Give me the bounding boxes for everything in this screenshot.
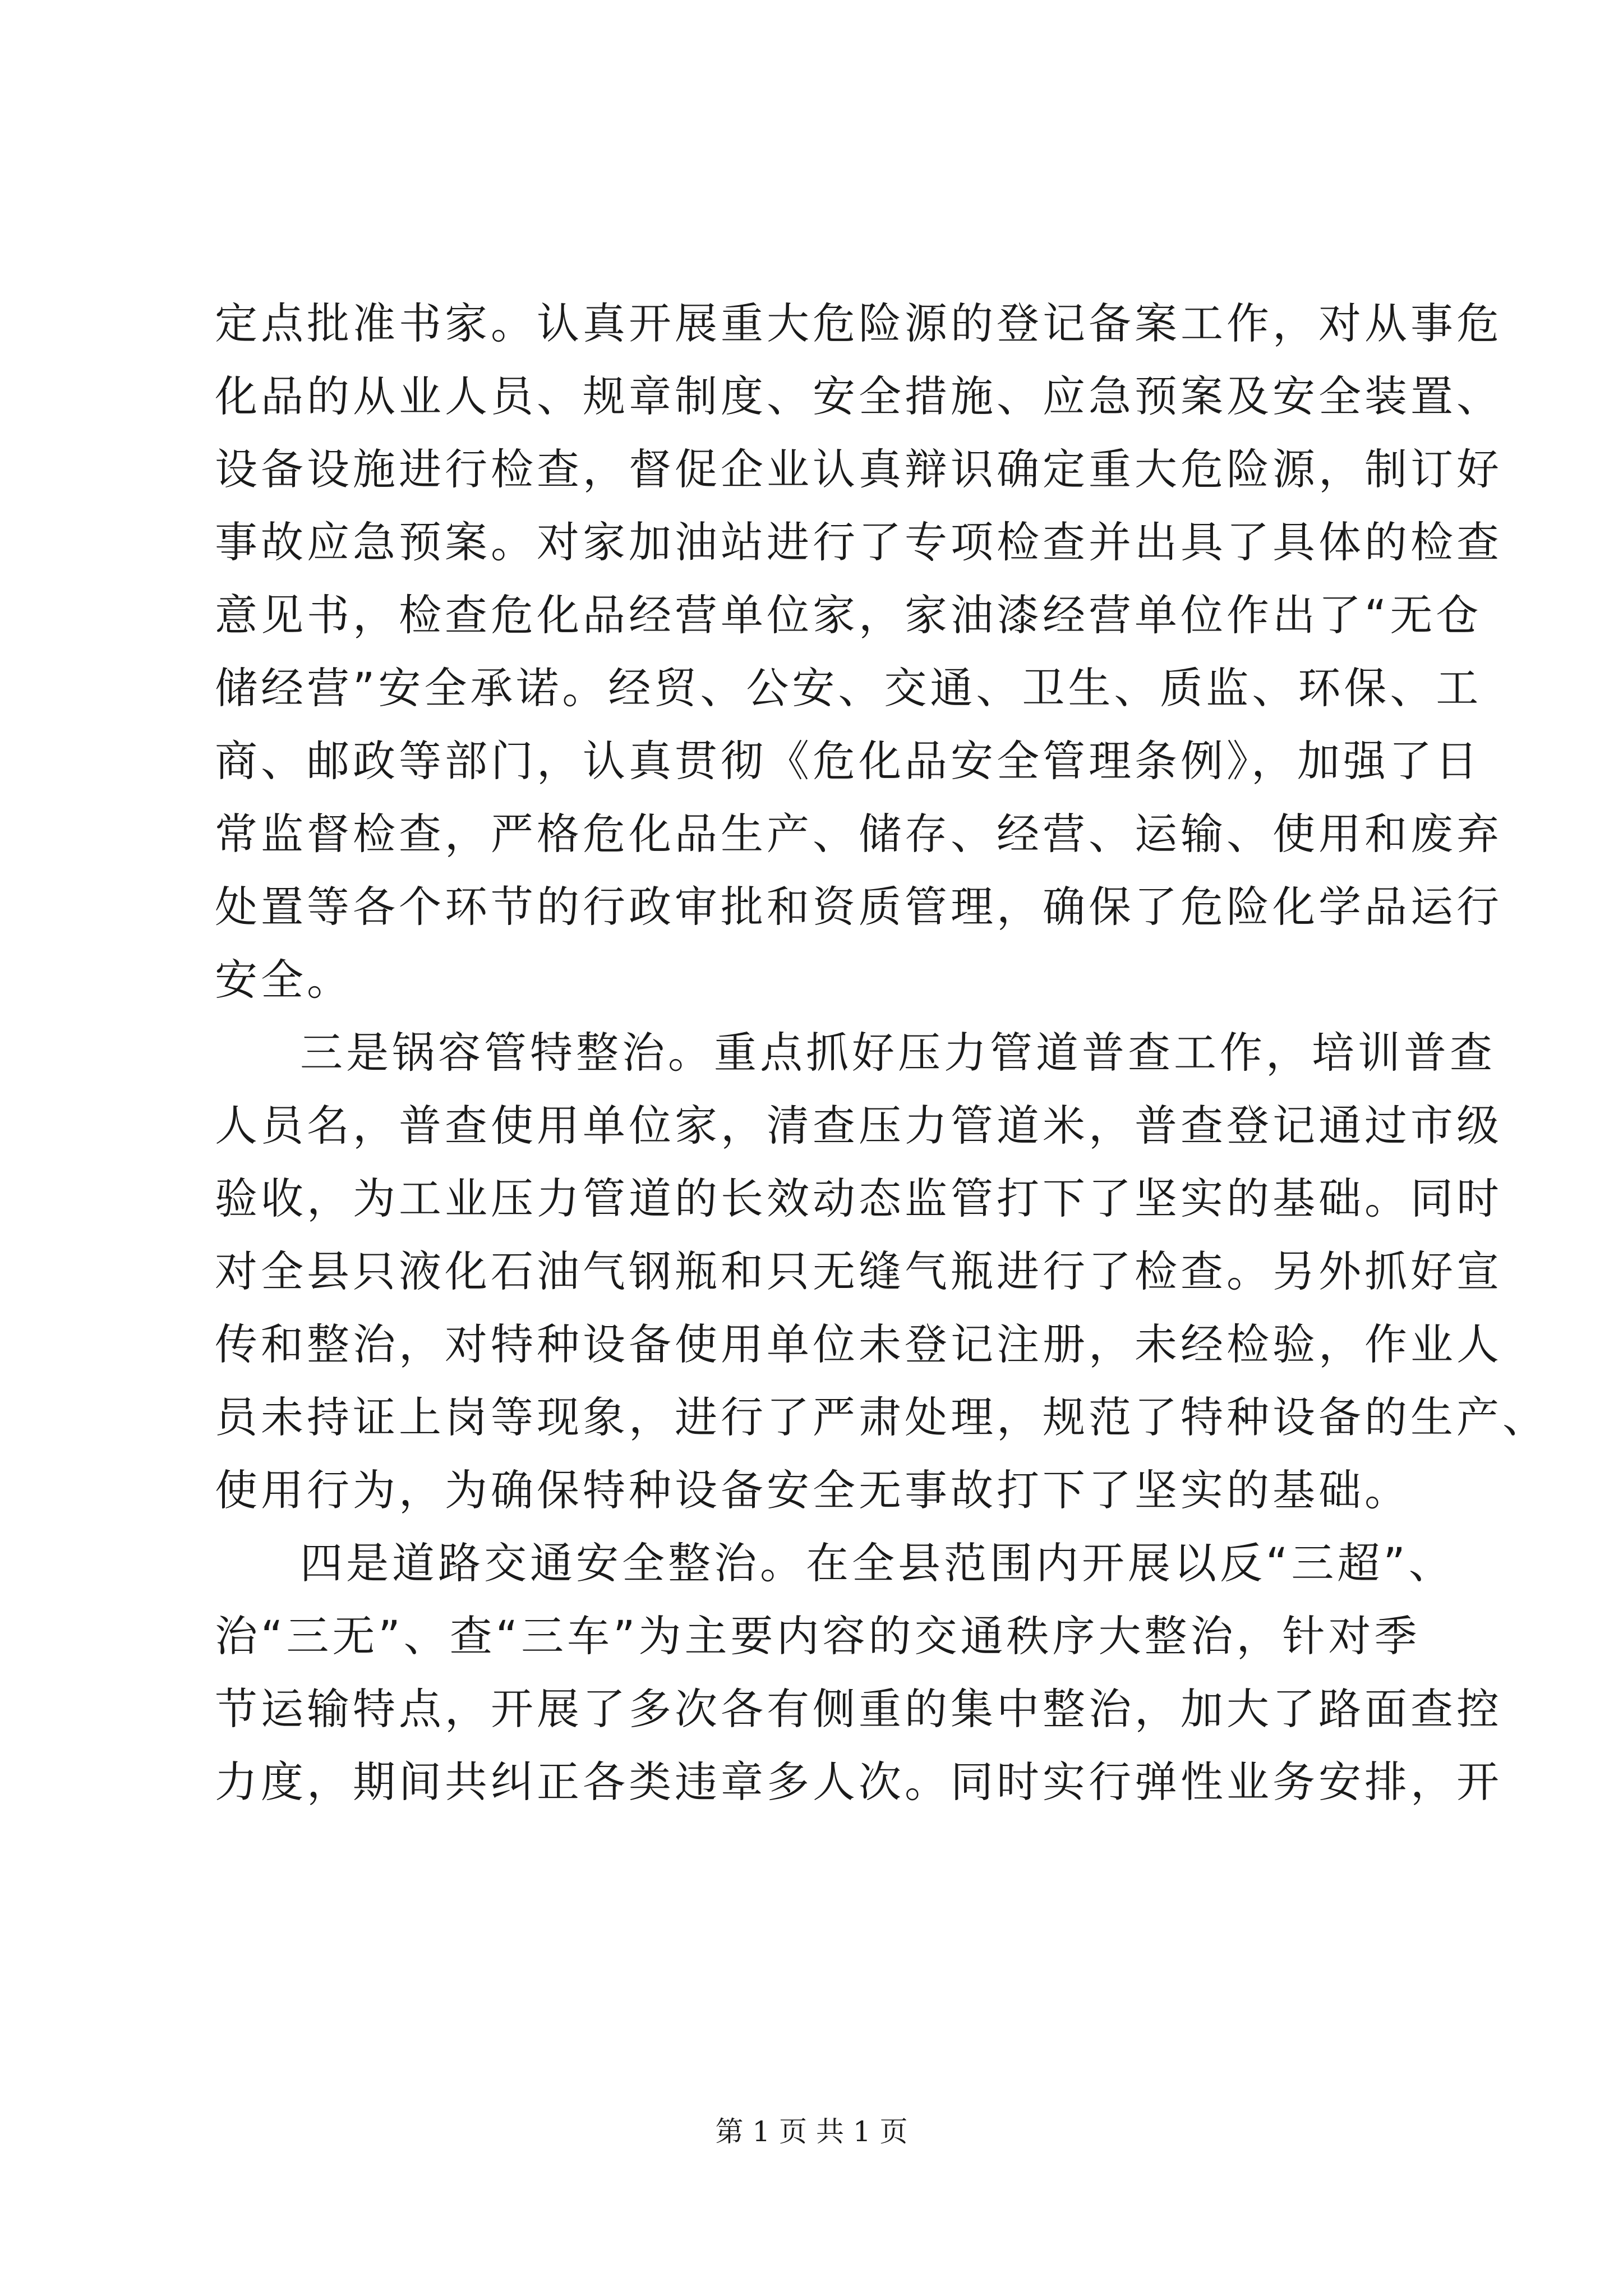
text-line: 储经营”安全承诺。经贸、公安、交通、卫生、质监、环保、工 <box>215 663 1482 713</box>
text-line: 设备设施进行检查，督促企业认真辩识确定重大危险源，制订好 <box>215 444 1502 494</box>
text-line: 对全县只液化石油气钢瓶和只无缝气瓶进行了检查。另外抓好宣 <box>215 1246 1502 1296</box>
text-line: 处置等各个环节的行政审批和资质管理，确保了危险化学品运行 <box>215 882 1502 932</box>
text-line: 节运输特点，开展了多次各有侧重的集中整治，加大了路面查控 <box>215 1684 1502 1734</box>
text-line: 人员名，普查使用单位家，清查压力管道米，普查登记通过市级 <box>215 1101 1502 1151</box>
text-line: 化品的从业人员、规章制度、安全措施、应急预案及安全装置、 <box>215 371 1502 421</box>
text-line: 事故应急预案。对家加油站进行了专项检查并出具了具体的检查 <box>215 517 1502 567</box>
paragraph-start-line: 四是道路交通安全整治。在全县范围内开展以反“三超”、 <box>300 1538 1455 1588</box>
text-line: 治“三无”、查“三车”为主要内容的交通秩序大整治，针对季 <box>215 1611 1421 1661</box>
paragraph-start-line: 三是锅容管特整治。重点抓好压力管道普查工作，培训普查 <box>300 1028 1496 1078</box>
text-line: 力度，期间共纠正各类违章多人次。同时实行弹性业务安排，开 <box>215 1757 1502 1807</box>
text-line: 意见书，检查危化品经营单位家，家油漆经营单位作出了“无仓 <box>215 590 1482 640</box>
text-line: 常监督检查，严格危化品生产、储存、经营、运输、使用和废弃 <box>215 809 1502 859</box>
text-line: 定点批准书家。认真开展重大危险源的登记备案工作，对从事危 <box>215 298 1502 348</box>
text-line: 传和整治，对特种设备使用单位未登记注册，未经检验，作业人 <box>215 1319 1502 1369</box>
text-line: 商、邮政等部门，认真贯彻《危化品安全管理条例》，加强了日 <box>215 736 1481 786</box>
text-line: 使用行为，为确保特种设备安全无事故打下了坚实的基础。 <box>215 1465 1410 1515</box>
text-line: 安全。 <box>215 955 353 1005</box>
text-line: 验收，为工业压力管道的长效动态监管打下了坚实的基础。同时 <box>215 1174 1502 1223</box>
text-line: 员未持证上岗等现象，进行了严肃处理，规范了特种设备的生产、 <box>215 1392 1548 1442</box>
page-footer: 第 1 页 共 1 页 <box>715 2115 908 2148</box>
